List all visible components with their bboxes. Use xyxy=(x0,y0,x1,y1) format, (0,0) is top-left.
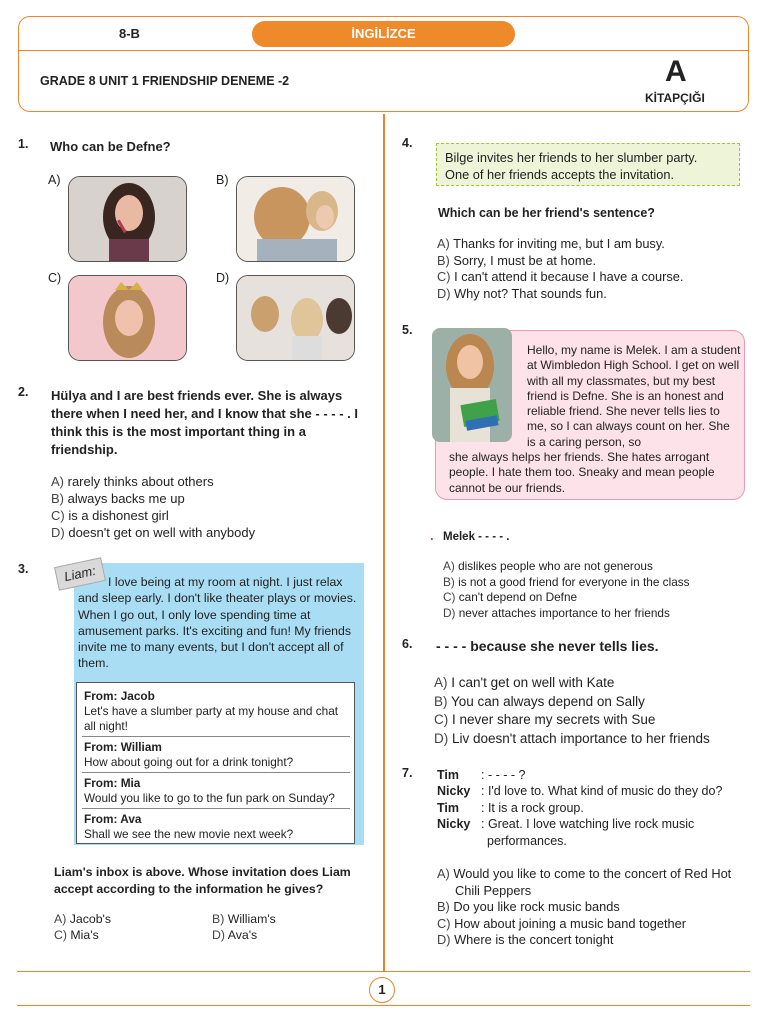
message-divider xyxy=(82,772,350,773)
speaker-tag: Liam: xyxy=(54,557,106,590)
passage-text: Bilge invites her friends to her slumber party. One of her friends accepts the invitation. xyxy=(445,150,698,182)
option-a[interactable]: A) I can't get on well with Kate xyxy=(434,675,615,690)
question-text: - - - - because she never tells lies. xyxy=(436,638,659,654)
option-letter[interactable]: A) xyxy=(48,173,61,187)
question-text: Who can be Defne? xyxy=(50,139,171,154)
option-d[interactable]: D) Why not? That sounds fun. xyxy=(437,285,607,301)
question-number: 2. xyxy=(18,385,29,399)
option-letter[interactable]: C) xyxy=(48,271,62,285)
question-text: Melek - - - - . xyxy=(443,531,510,543)
options-list xyxy=(54,911,111,943)
question-number: 5. xyxy=(402,323,413,337)
options-list xyxy=(434,674,710,748)
column-divider xyxy=(383,114,385,972)
option-c[interactable]: C) I can't attend it because I have a course. xyxy=(437,269,684,284)
grade-label: 8-B xyxy=(119,26,140,41)
options-list xyxy=(443,559,690,621)
photo-option-b[interactable] xyxy=(236,176,355,262)
dialogue-line: performances. xyxy=(487,833,567,848)
option-c[interactable]: C) is a dishonest girl xyxy=(51,508,169,523)
question-number: 6. xyxy=(402,637,413,651)
option-b[interactable]: B) William's xyxy=(212,912,276,926)
page-number: 1 xyxy=(369,977,395,1003)
booklet-label: KİTAPÇIĞI xyxy=(645,91,705,105)
option-b[interactable]: B) You can always depend on Sally xyxy=(434,693,645,709)
option-d[interactable]: D) doesn't get on well with anybody xyxy=(51,525,256,540)
options-list xyxy=(437,236,683,302)
question-number: 3. xyxy=(18,562,29,576)
photo-group-upset-girl xyxy=(237,276,355,361)
inbox-panel xyxy=(76,682,355,844)
option-c[interactable]: C) How about joining a music band together xyxy=(437,915,686,931)
option-a-continued: Chili Peppers xyxy=(455,882,532,898)
options-list xyxy=(437,866,731,949)
question-number: 7. xyxy=(402,766,413,780)
option-b[interactable]: B) Sorry, I must be at home. xyxy=(437,252,597,268)
option-letter[interactable]: B) xyxy=(216,173,229,187)
option-b[interactable]: B) is not a good friend for everyone in the class xyxy=(443,574,690,589)
message-divider xyxy=(82,736,350,737)
inbox-message[interactable]: From: Ava Shall we see the new movie next week? xyxy=(84,812,294,841)
option-a[interactable]: A) Jacob's xyxy=(54,912,112,926)
option-a[interactable]: A) Thanks for inviting me, but I am busy. xyxy=(437,236,665,251)
photo-melek xyxy=(432,328,512,442)
footer-line-bottom xyxy=(17,1005,750,1006)
option-b[interactable]: B) Do you like rock music bands xyxy=(437,899,620,914)
footer-line-top xyxy=(17,971,750,972)
message-divider xyxy=(82,808,350,809)
dialogue xyxy=(437,767,722,849)
option-c[interactable]: C) I never share my secrets with Sue xyxy=(434,712,656,728)
dialogue-line: Tim : It is a rock group. xyxy=(437,800,584,815)
question-text: Which can be her friend's sentence? xyxy=(438,206,655,220)
stem-dot: . xyxy=(430,528,434,543)
option-letter[interactable]: D) xyxy=(216,271,230,285)
option-a[interactable]: A) Would you like to come to the concert of Red Hot xyxy=(437,866,732,881)
option-b[interactable]: B) always backs me up xyxy=(51,491,185,506)
option-d[interactable]: D) Ava's xyxy=(212,928,258,942)
subject-pill: İNGİLİZCE xyxy=(252,21,515,47)
passage-text: I love being at my room at night. I just relax and sleep early. I don't like theater plays or movies. When I go out, I only love spending time at amusement parks. It's exciting and fun! My friends invite me to many events, but I don't accept all of them. xyxy=(78,575,357,671)
header-divider xyxy=(19,50,748,51)
dialogue-line: Nicky : Great. I love watching live rock music xyxy=(437,817,695,832)
photo-option-c[interactable] xyxy=(68,275,187,361)
dialogue-line: Nicky : I'd love to. What kind of music do they do? xyxy=(437,784,723,799)
exam-header xyxy=(18,16,749,112)
inbox-message[interactable]: From: Mia Would you like to go to the fun park on Sunday? xyxy=(84,776,335,805)
option-d[interactable]: D) Where is the concert tonight xyxy=(437,932,614,947)
girl-with-books-image xyxy=(432,328,512,442)
photo-girls-hugging xyxy=(237,177,355,262)
question-text: Liam's inbox is above. Whose invitation does Liam accept according to the information he gives? xyxy=(54,865,351,896)
photo-option-d[interactable] xyxy=(236,275,355,361)
question-number: 4. xyxy=(402,136,413,150)
inbox-message[interactable]: From: William How about going out for a drink tonight? xyxy=(84,740,294,769)
option-c[interactable]: C) Mia's xyxy=(54,928,99,942)
photo-girl-pouting xyxy=(69,177,187,262)
booklet-letter: A xyxy=(665,55,687,88)
option-d[interactable]: D) never attaches importance to her friends xyxy=(443,605,670,620)
options-list xyxy=(212,911,276,943)
option-d[interactable]: D) Liv doesn't attach importance to her friends xyxy=(434,730,710,746)
options-list xyxy=(51,473,255,541)
photo-girl-crown xyxy=(69,276,187,361)
question-number: 1. xyxy=(18,137,29,151)
inbox-message[interactable]: From: Jacob Let's have a slumber party at my house and chat all night! xyxy=(84,689,339,733)
option-a[interactable]: A) rarely thinks about others xyxy=(51,474,214,489)
photo-option-a[interactable] xyxy=(68,176,187,262)
passage-text: she always helps her friends. She hates arrogant people. I hate them too. Sneaky and mean people cannot be our friends. xyxy=(449,450,715,495)
question-text: Hülya and I are best friends ever. She is always there when I need her, and I know that she - - - - . I think this is the most important thing in a friendship. xyxy=(51,388,358,457)
exam-title: GRADE 8 UNIT 1 FRIENDSHIP DENEME -2 xyxy=(40,74,290,88)
dialogue-line: Tim : - - - - ? xyxy=(437,768,526,782)
option-a[interactable]: A) dislikes people who are not generous xyxy=(443,559,653,573)
option-c[interactable]: C) can't depend on Defne xyxy=(443,590,578,605)
passage-text: Hello, my name is Melek. I am a student at Wimbledon High School. I get on well with all my classmates, but my best friend is Defne. She is an honest and reliable friend. She never tells lies to me, so I can always count on her. She is a caring person, so xyxy=(527,343,741,449)
